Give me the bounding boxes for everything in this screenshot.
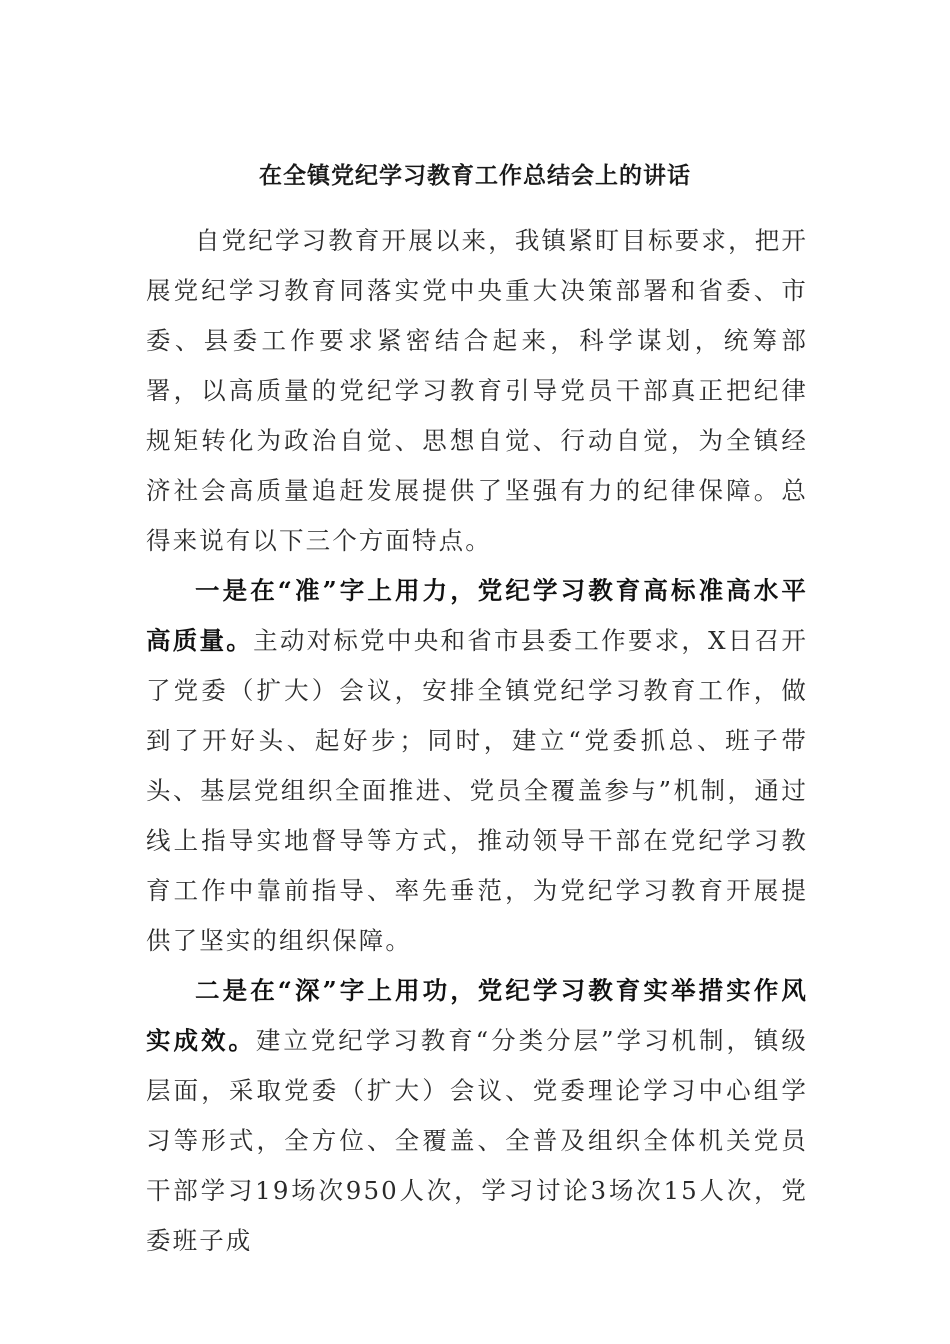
- paragraph-point-two-heading: 二是在“深”字上用功，党纪学习教育实举措实作风实成效。: [146, 976, 808, 1055]
- paragraph-point-one-heading: 一是在“准”字上用力，党纪学习教育高标准高水平高质量。: [146, 576, 808, 655]
- paragraph-point-two: [146, 966, 808, 1266]
- paragraph-intro-text: 自党纪学习教育开展以来，我镇紧盯目标要求，把开展党纪学习教育同落实党中央重大决策部署和省委、市委、县委工作要求紧密结合起来，科学谋划，统筹部署，以高质量的党纪学习教育引导党员干部真正把纪律规矩转化为政治自觉、思想自觉、行动自觉，为全镇经济社会高质量追赶发展提供了坚强有力的纪律保障。总得来说有以下三个方面特点。: [146, 226, 808, 555]
- paragraph-point-two-text: 建立党纪学习教育“分类分层”学习机制，镇级层面，采取党委（扩大）会议、党委理论学习中心组学习等形式，全方位、全覆盖、全普及组织全体机关党员干部学习19场次950人次，学习讨论3场次15人次，党委班子成: [146, 1026, 808, 1255]
- paragraph-point-one-text: 主动对标党中央和省市县委工作要求，X日召开了党委（扩大）会议，安排全镇党纪学习教育工作，做到了开好头、起好步；同时，建立“党委抓总、班子带头、基层党组织全面推进、党员全覆盖参与”机制，通过线上指导实地督导等方式，推动领导干部在党纪学习教育工作中靠前指导、率先垂范，为党纪学习教育开展提供了坚实的组织保障。: [146, 626, 808, 955]
- paragraph-intro: [146, 216, 808, 566]
- document-title: 在全镇党纪学习教育工作总结会上的讲话: [259, 162, 691, 189]
- document-body: [146, 216, 808, 1266]
- paragraph-point-one: [146, 566, 808, 966]
